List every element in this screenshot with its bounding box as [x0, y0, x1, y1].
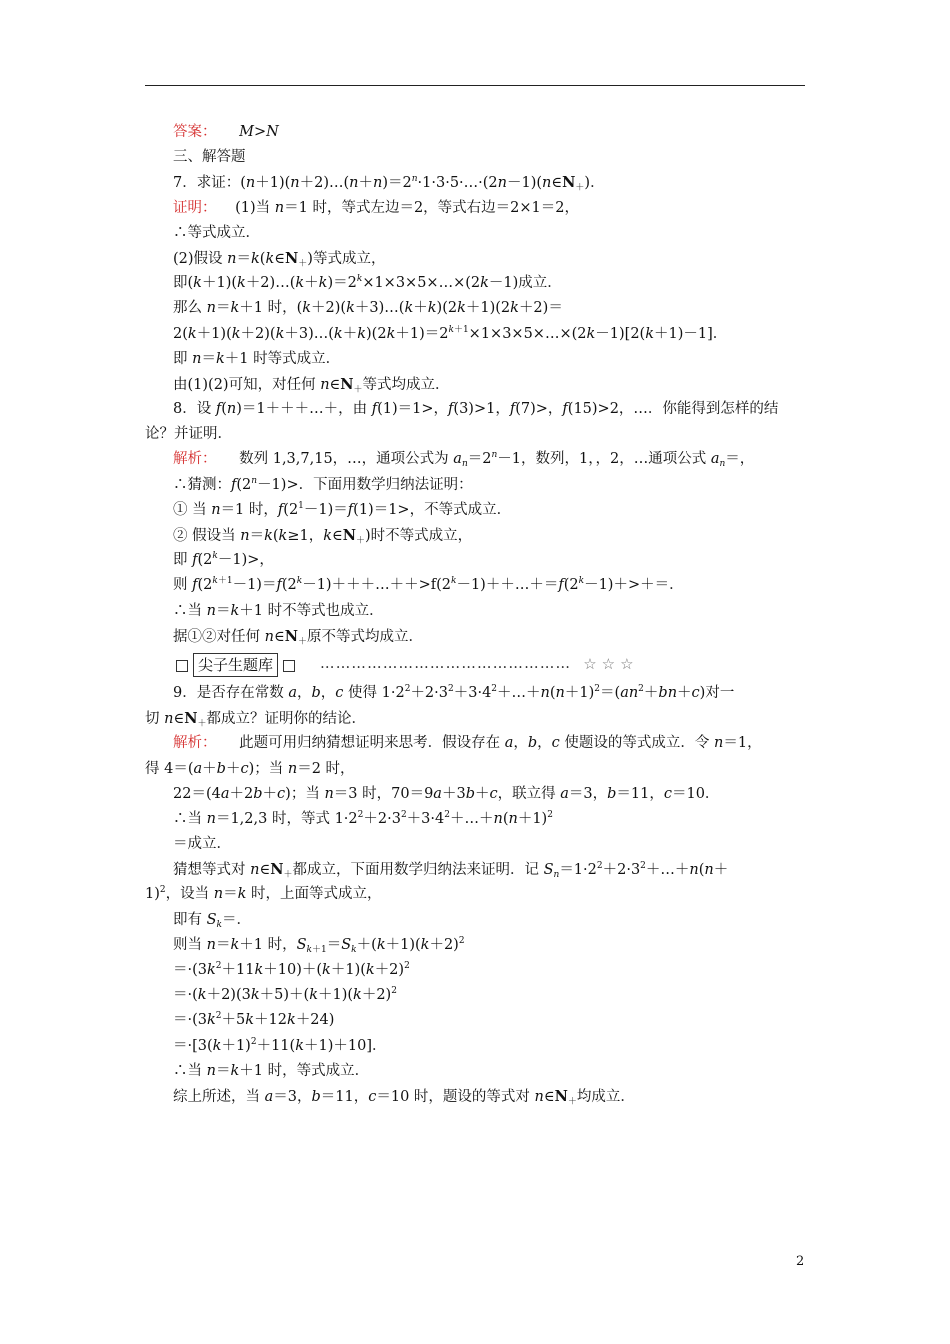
banner-dots: …………………………………………: [320, 656, 572, 673]
banner-title: 尖子生题库: [193, 653, 278, 677]
q9-analysis-line: 22＝(4a＋2b＋c)；当 n＝3 时，70＝9a＋3b＋c，联立得 a＝3，b＝11，c＝10．: [173, 785, 720, 802]
q9-analysis-line: 猜想等式对 $n\in N_+$都成立，下面用数学归纳法来证明．记 $S_n=1\cdot 2^2+2\cdot 3^2+\dots+n(n+$: [173, 861, 729, 881]
q9-analysis-line: 得 4＝(a＋b＋c)；当 n＝2 时，: [145, 760, 355, 777]
q7-proof-line: 由(1)(2)可知，对任何 $n\in N_+$等式均成立．: [173, 375, 450, 395]
q8-analysis-line: 即 $f(2^k-1)>$，: [173, 551, 274, 569]
q9-analysis-line: ∴当 n＝1,2,3 时，等式 $1\cdot 2^2+2\cdot 3^2+3\cdot 4^2+\dots+n(n+1)^2$: [173, 809, 553, 827]
answer-line: [145, 120, 810, 145]
q7-proof-line: 即 n＝k＋1 时等式成立．: [173, 350, 341, 367]
q7-proof-line: ∴等式成立．: [173, 224, 260, 241]
q9-prompt-cont: 切 $n\in N_+$都成立？证明你的结论．: [145, 710, 366, 730]
q7-proof-first-line: [145, 196, 810, 221]
difficulty-stars: ☆☆☆: [583, 655, 639, 674]
analysis-label: 解析：: [173, 735, 217, 752]
q9-analysis-line: $=\cdot(3k^2+5k+12k+24)$: [173, 1011, 335, 1029]
q8-analysis-line: 据①②对任何 $n\in N_+$原不等式均成立．: [173, 627, 423, 647]
document-body: [145, 120, 810, 1109]
q9-analysis-line: ＝成立．: [173, 836, 231, 853]
q8-prompt: 8．设 f(n)＝1＋＋＋…＋，由 f(1)＝1>，f(3)>1，f(7)>，f(15)>2，…．你能得到怎样的结: [173, 401, 779, 418]
q9-analysis-line: 则当 n＝k＋1 时，$S_{k+1}=S_k+(k+1)(k+2)^2$: [173, 935, 465, 955]
q9-analysis-line: 综上所述，当 a＝3，b＝11，c＝10 时，题设的等式对 $n\in N_+$均成立．: [173, 1087, 635, 1107]
answer-label: 答案：: [173, 124, 217, 140]
q9-analysis-body: [145, 757, 810, 1110]
q7-proof-line: 即$(k+1)(k+2)\dots(k+k)=2^k\times 1\times 3\times 5\times\dots\times(2k-1)$成立．: [173, 274, 562, 292]
q7-proof-line: $2(k+1)(k+2)(k+3)\dots(k+k)(2k+1)=2^{k+1}\times 1\times 3\times 5\times\dots\times(2k-1)[2(k+1)-1]$．: [173, 324, 728, 342]
analysis-label: 解析：: [173, 451, 217, 468]
q9-analysis-line: $=\cdot(k+2)(3k+5)+(k+1)(k+2)^2$: [173, 986, 397, 1004]
q7-proof-line: 那么 n＝k＋1 时，(k＋2)(k＋3)…(k＋k)(2k＋1)(2k＋2)＝: [173, 300, 563, 317]
q9-analysis-text: 此题可用归纳猜想证明来思考．假设存在 a，b，c 使题设的等式成立．令 n＝1，: [239, 735, 762, 752]
q8-analysis-body: [145, 473, 810, 649]
q9-analysis-line: 1)$^2$，设当 n＝k 时，上面等式成立，: [145, 885, 382, 903]
q8-analysis-text: 数列 1,3,7,15，…，通项公式为 $a_n=2^n-1$，数列，1，，2，…通项公式 $a_n=$，: [239, 450, 755, 470]
box-icon: [283, 660, 295, 672]
q7-prompt: 7．求证：$(n+1)(n+2)\dots(n+n)=2^n\cdot 1\cdot 3\cdot 5\cdot\dots\cdot(2n-1)(n\in N_+)$．: [173, 174, 605, 194]
q8-analysis-line: 则 $f(2^{k+1}-1)=f(2^k-1)+++\dots++>f(2^k-1)++\dots+=f(2^k-1)+>+=$．: [173, 576, 684, 594]
q8-analysis-line: ∴当 n＝k＋1 时不等式也成立．: [173, 602, 384, 619]
q8-analysis-first-line: [145, 447, 810, 472]
q9-analysis-line: $=\cdot(3k^2+11k+10)+(k+1)(k+2)^2$: [173, 961, 410, 978]
q7-proof-body: [145, 221, 810, 397]
box-icon: [176, 660, 188, 672]
page-number: 2: [796, 1254, 805, 1269]
section-banner: [145, 649, 810, 681]
q9-analysis-first-line: [145, 731, 810, 756]
proof-label: 证明：: [173, 199, 217, 216]
section-title: 三、解答题: [173, 149, 246, 166]
header-rule: [145, 85, 805, 86]
q9-analysis-line: 即有 $S_k=$．: [173, 911, 252, 930]
q9-analysis-line: $=\cdot[3(k+1)^2+11(k+1)+10]$．: [173, 1036, 387, 1054]
q8-prompt-cont: 论？并证明．: [145, 426, 232, 443]
q8-analysis-line: ② 假设当 n＝k(k≥1，$k\in N_+$)时不等式成立，: [173, 527, 473, 546]
q7-proof-text: (1)当 n＝1 时，等式左边＝2，等式右边＝2×1＝2，: [235, 199, 579, 216]
q8-analysis-line: ∴猜测：$f(2^n-1)>$．下面用数学归纳法证明：: [173, 475, 473, 493]
q9-prompt: 9．是否存在常数 a，b，c 使得 $1\cdot 2^2+2\cdot 3^2+3\cdot 4^2+\dots+n(n+1)^2=(an^2+bn+c)$对一: [173, 683, 735, 701]
answer-value: M>N: [239, 124, 279, 140]
q7-proof-line: (2)假设 $n=k(k\in N_+)$等式成立，: [173, 249, 386, 269]
q9-analysis-line: ∴当 n＝k＋1 时，等式成立．: [173, 1062, 370, 1079]
q8-analysis-line: ① 当 n＝1 时，$f(2^1-1)=f(1)=1>$，不等式成立．: [173, 500, 512, 518]
